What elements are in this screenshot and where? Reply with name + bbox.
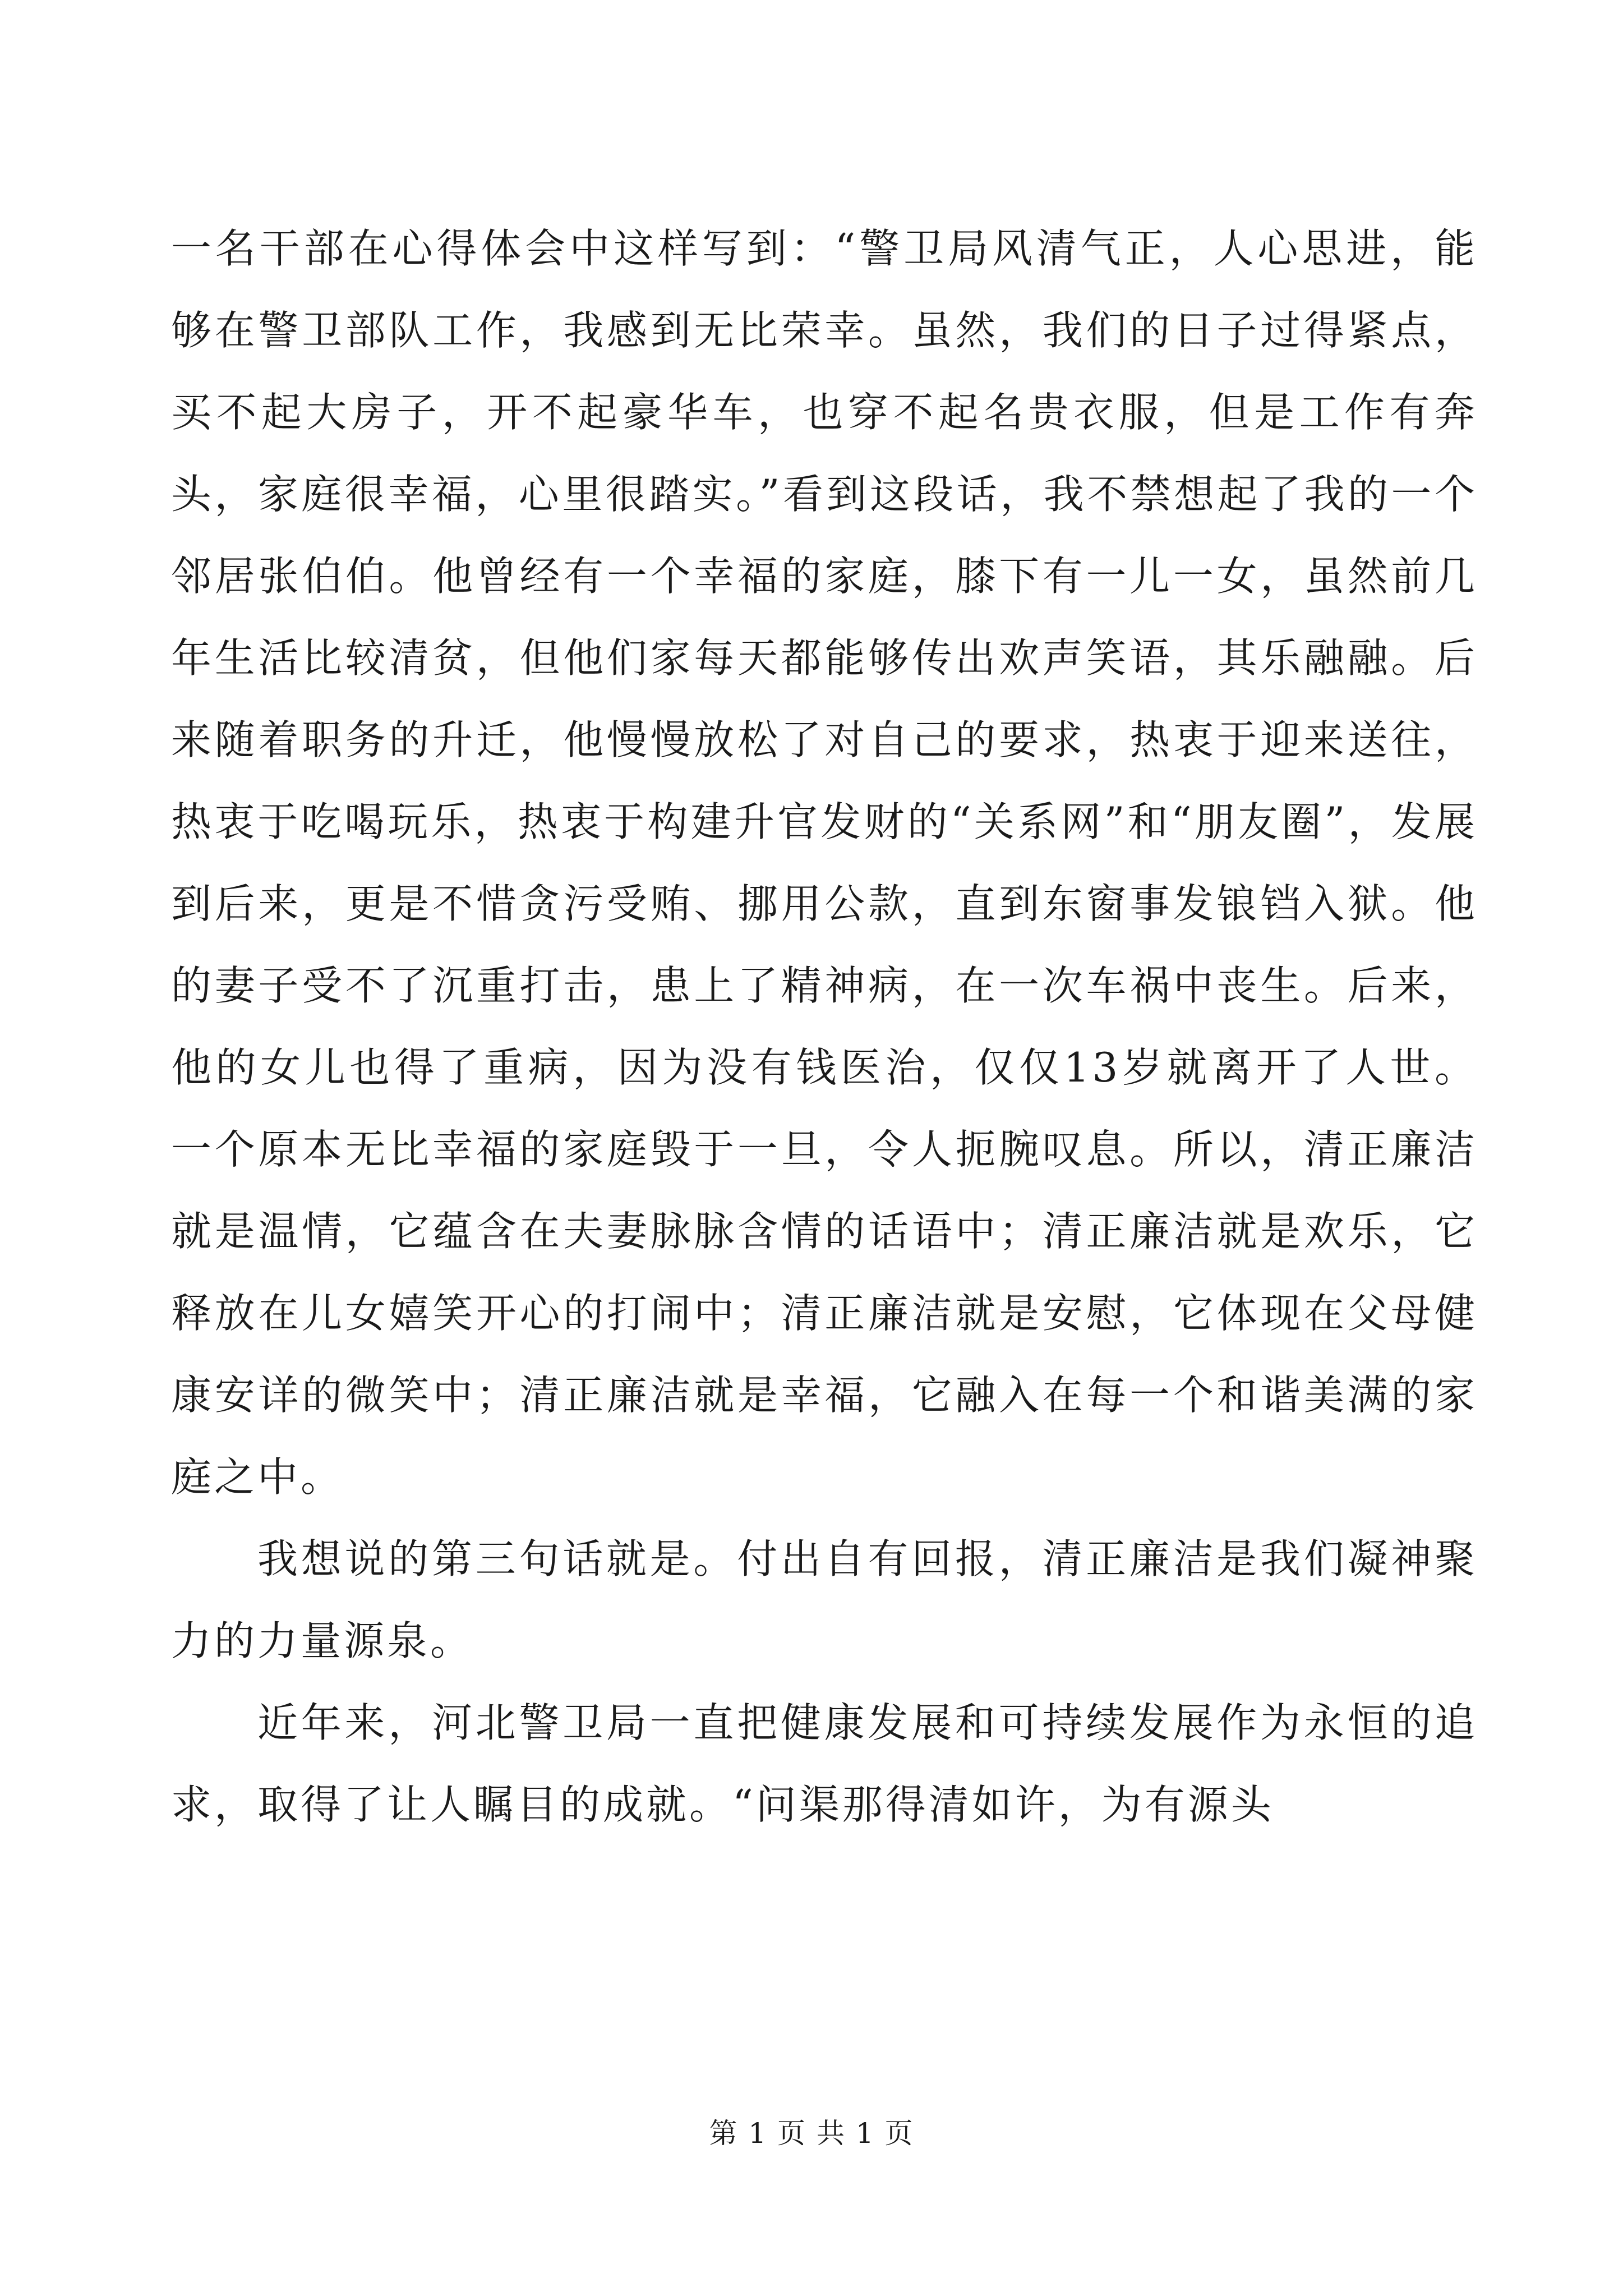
document-body	[171, 208, 1478, 1846]
page-footer: 第 1 页 共 1 页	[709, 2117, 914, 2150]
paragraph-2: 我想说的第三句话就是。付出自有回报，清正廉洁是我们凝神聚力的力量源泉。	[171, 1535, 1478, 1664]
paragraph-3: 近年来，河北警卫局一直把健康发展和可持续发展作为永恒的追求，取得了让人瞩目的成就。“问渠那得清如许，为有源头	[171, 1699, 1478, 1828]
paragraph-1: 一名干部在心得体会中这样写到：“警卫局风清气正，人心思进，能够在警卫部队工作，我感到无比荣幸。虽然，我们的日子过得紧点，买不起大房子，开不起豪华车，也穿不起名贵衣服，但是工作有奔头，家庭很幸福，心里很踏实。”看到这段话，我不禁想起了我的一个邻居张伯伯。他曾经有一个幸福的家庭，膝下有一儿一女，虽然前几年生活比较清贫，但他们家每天都能够传出欢声笑语，其乐融融。后来随着职务的升迁，他慢慢放松了对自己的要求，热衷于迎来送往，热衷于吃喝玩乐，热衷于构建升官发财的“关系网”和“朋友圈”，发展到后来，更是不惜贪污受贿、挪用公款，直到东窗事发锒铛入狱。他的妻子受不了沉重打击，患上了精神病，在一次车祸中丧生。后来，他的女儿也得了重病，因为没有钱医治，仅仅13岁就离开了人世。一个原本无比幸福的家庭毁于一旦，令人扼腕叹息。所以，清正廉洁就是温情，它蕴含在夫妻脉脉含情的话语中；清正廉洁就是欢乐，它释放在儿女嬉笑开心的打闹中；清正廉洁就是安慰，它体现在父母健康安详的微笑中；清正廉洁就是幸福，它融入在每一个和谐美满的家庭之中。	[171, 225, 1478, 1501]
